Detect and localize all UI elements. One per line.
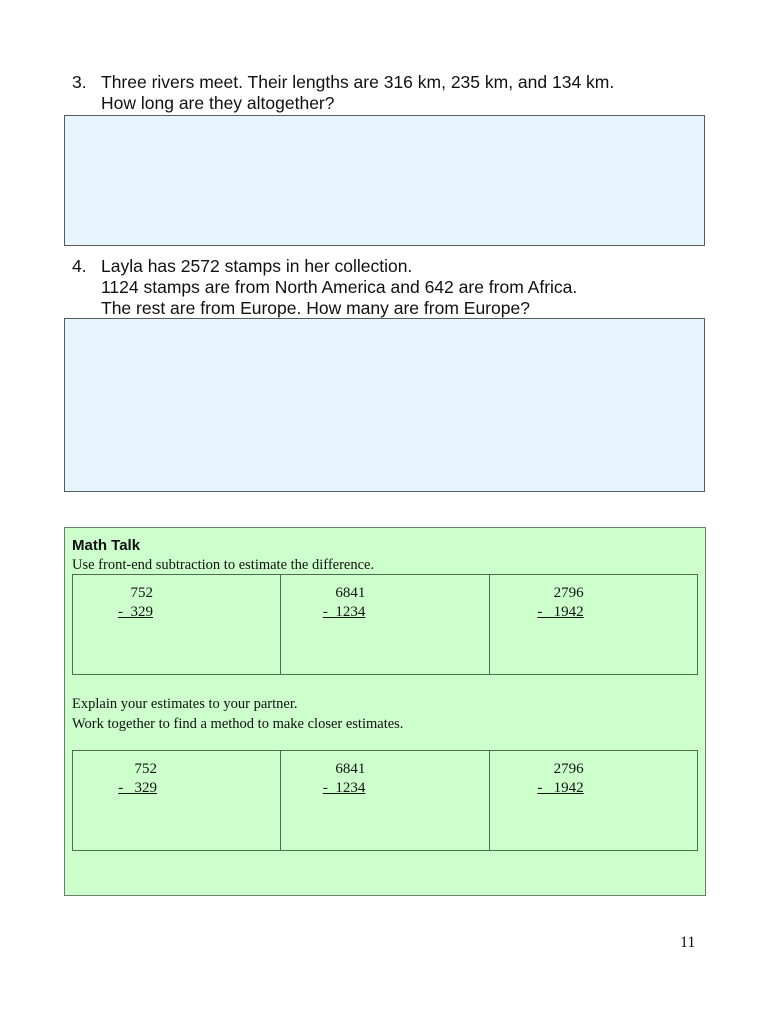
problem-cell[interactable]: [73, 575, 281, 674]
subtrahend: - 1234: [322, 780, 366, 796]
minuend: 752: [130, 585, 153, 601]
problem-cell[interactable]: [73, 751, 281, 850]
math-talk-explain: [72, 694, 403, 734]
question-4: [72, 256, 577, 319]
subtraction-problem: [115, 760, 157, 798]
minuend: 6841: [335, 585, 366, 601]
subtraction-problem: [532, 760, 584, 798]
subtraction-problem: [315, 584, 365, 622]
math-talk-instruction: Use front-end subtraction to estimate the difference.: [72, 557, 375, 573]
estimate-grid-1: [72, 574, 698, 675]
subtrahend: - 1942: [537, 604, 584, 620]
page-number: 11: [680, 934, 696, 951]
subtrahend: - 1234: [322, 604, 366, 620]
subtrahend: - 329: [118, 604, 153, 620]
minuend: 2796: [553, 585, 584, 601]
question-text: The rest are from Europe. How many are from Europe?: [101, 298, 530, 318]
answer-box-3[interactable]: [64, 115, 705, 246]
minuend: 6841: [335, 761, 366, 777]
question-text: How long are they altogether?: [101, 93, 335, 113]
math-talk-title: Math Talk: [72, 537, 141, 554]
problem-cell[interactable]: [281, 751, 489, 850]
answer-box-4[interactable]: [64, 318, 705, 492]
explain-line: Explain your estimates to your partner.: [72, 696, 298, 712]
question-number: 4.: [72, 256, 87, 276]
estimate-grid-2: [72, 750, 698, 851]
subtraction-problem: [315, 760, 365, 798]
subtraction-problem: [532, 584, 584, 622]
question-text: Three rivers meet. Their lengths are 316 km, 235 km, and 134 km.: [101, 72, 615, 92]
minuend: 2796: [553, 761, 584, 777]
math-talk-panel: [64, 527, 706, 896]
subtrahend: - 1942: [537, 780, 584, 796]
problem-cell[interactable]: [490, 751, 697, 850]
question-text: 1124 stamps are from North America and 642 are from Africa.: [101, 277, 578, 297]
problem-cell[interactable]: [490, 575, 697, 674]
minuend: 752: [134, 761, 157, 777]
question-3: [72, 72, 614, 114]
subtrahend: - 329: [118, 780, 157, 796]
question-number: 3.: [72, 72, 87, 92]
subtraction-problem: [115, 584, 153, 622]
question-text: Layla has 2572 stamps in her collection.: [101, 256, 413, 276]
explain-line: Work together to find a method to make closer estimates.: [72, 716, 404, 732]
problem-cell[interactable]: [281, 575, 489, 674]
